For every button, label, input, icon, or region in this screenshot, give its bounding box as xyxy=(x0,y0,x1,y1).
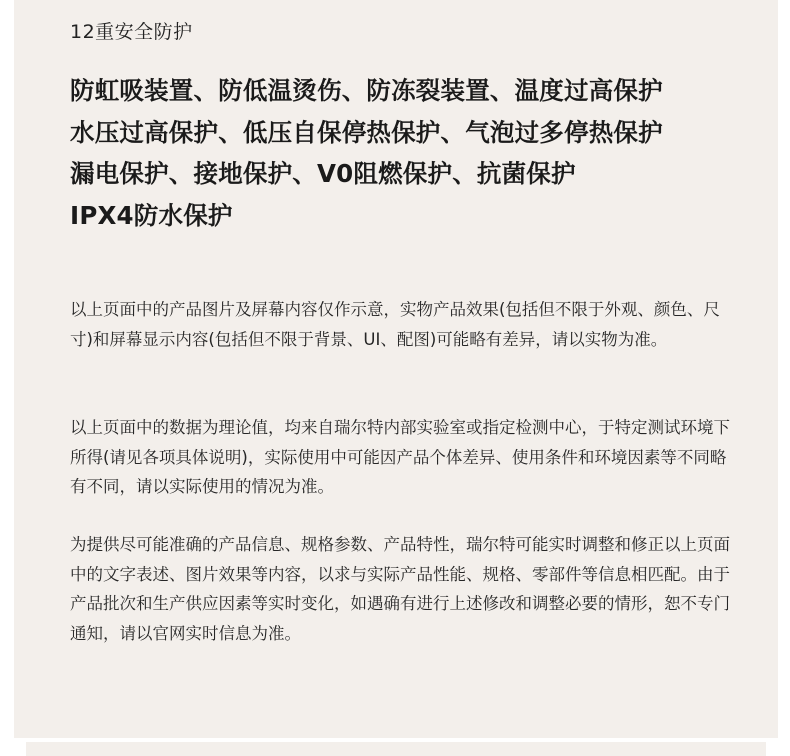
feature-line: 漏电保护、接地保护、V0阻燃保护、抗菌保护 xyxy=(70,159,576,188)
safety-feature-list xyxy=(70,70,770,236)
feature-line: 防虹吸装置、防低温烫伤、防冻裂装置、温度过高保护 xyxy=(70,76,663,105)
disclaimer-data-notice: 以上页面中的数据为理论值，均来自瑞尔特内部实验室或指定检测中心，于特定测试环境下所得(请见各项具体说明)，实际使用中可能因产品个体差异、使用条件和环境因素等不同略有不同，请以实际使用的情况为准。 xyxy=(70,418,730,496)
section-heading: 12重安全防护 xyxy=(70,21,193,43)
disclaimer-image-notice: 以上页面中的产品图片及屏幕内容仅作示意，实物产品效果(包括但不限于外观、颜色、尺寸)和屏幕显示内容(包括但不限于背景、UI、配图)可能略有差异，请以实物为准。 xyxy=(70,300,720,349)
feature-line: IPX4防水保护 xyxy=(70,200,233,230)
next-section-edge xyxy=(26,742,766,756)
disclaimer-update-notice: 为提供尽可能准确的产品信息、规格参数、产品特性，瑞尔特可能实时调整和修正以上页面中的文字表述、图片效果等内容，以求与实际产品性能、规格、零部件等信息相匹配。由于产品批次和生产供应因素等实时变化，如遇确有进行上述修改和调整必要的情形，恕不专门通知，请以官网实时信息为准。 xyxy=(70,535,730,643)
feature-line: 水压过高保护、低压自保停热保护、气泡过多停热保护 xyxy=(70,117,663,147)
